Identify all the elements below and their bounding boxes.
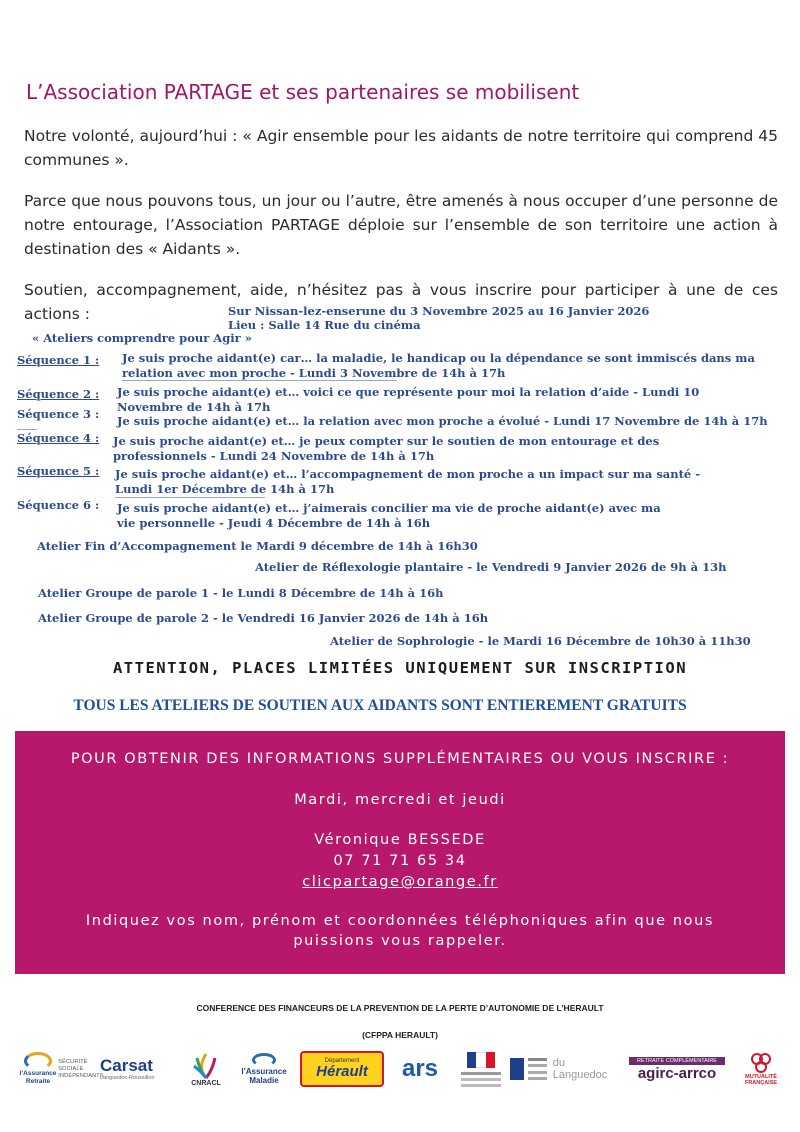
atelier-item: Atelier Groupe de parole 2 - le Vendredi 16 Janvier 2026 de 14h à 16h: [38, 611, 489, 625]
cnracl-text: CNRACL: [191, 1079, 221, 1087]
intro-paragraph-3: Soutien, accompagnement, aide, n’hésitez pas à vous inscrire pour participer à une de ces actions :: [24, 281, 778, 323]
mutualite-logo: [734, 1048, 788, 1090]
intro-paragraph-2: Parce que nous pouvons tous, un jour ou l’autre, être amenés à nous occuper d’une personne de notre entourage, l’Association PARTAGE déploie sur l’ensemble de son territoire une action à destination des « Aidants ».: [24, 192, 778, 258]
sequence-label: Séquence 2 :: [17, 387, 100, 401]
herault-text: Hérault: [316, 1063, 368, 1080]
securite-sociale-logo: [58, 1048, 104, 1090]
prefet-logo: [455, 1048, 507, 1090]
contact-email[interactable]: clicpartage@orange.fr: [302, 874, 498, 890]
attention-notice: ATTENTION, PLACES LIMITÉES UNIQUEMENT SUR INSCRIPTION: [112, 659, 688, 677]
footer-conference: CONFERENCE DES FINANCEURS DE LA PREVENTION DE LA PERTE D’AUTONOMIE DE L’HERAULT: [196, 1003, 604, 1013]
free-notice: TOUS LES ATELIERS DE SOUTIEN AUX AIDANTS SONT ENTIEREMENT GRATUITS: [73, 697, 687, 714]
contact-heading: POUR OBTENIR DES INFORMATIONS SUPPLÉMENTAIRES OU VOUS INSCRIRE :: [70, 751, 730, 767]
cnracl-logo: [186, 1048, 226, 1090]
contact-note-line-2: puissions vous rappeler.: [293, 933, 507, 949]
sequence-text: Je suis proche aidant(e) et… je peux compter sur le soutien de mon entourage et des professionnels - Lundi 24 Novembre de 14h à 17h: [113, 434, 660, 463]
contact-note-line-1: Indiquez vos nom, prénom et coordonnées téléphoniques afin que nous: [85, 913, 715, 929]
sequence-label: Séquence 5 :: [17, 464, 100, 478]
securite-sociale-text: SÉCURITÉ SOCIALE INDÉPENDANTS: [58, 1058, 104, 1079]
atelier-item: Atelier de Réflexologie plantaire - le Vendredi 9 Janvier 2026 de 9h à 13h: [255, 560, 727, 574]
carsat-sub-text: Languedoc-Roussillon: [100, 1075, 155, 1081]
footer-cfppa: (CFPPA HERAULT): [362, 1030, 438, 1040]
contact-name: Véronique BESSEDE: [314, 832, 486, 848]
intro-paragraph-1: Notre volonté, aujourd’hui : « Agir ensemble pour les aidants de notre territoire qui comprend 45 communes ».: [24, 127, 778, 169]
sequence-label: Séquence 6 :: [17, 498, 100, 512]
sequence-text: Je suis proche aidant(e) et… la relation avec mon proche a évolué - Lundi 17 Novembre de 14h à 17h: [117, 414, 768, 428]
du-languedoc-text: du Languedoc: [552, 1057, 608, 1081]
mutualite-icon: [749, 1052, 773, 1074]
cnracl-icon: [191, 1052, 221, 1080]
sequence-label: Séquence 1 :: [17, 353, 100, 367]
location-place: Lieu : Salle 14 Rue du cinéma: [228, 318, 421, 332]
sequence-text: Je suis proche aidant(e) et… j’aimerais concilier ma vie de proche aidant(e) avec ma vie personnelle - Jeudi 4 Décembre de 14h à 16h: [117, 501, 661, 530]
sequence-label: Séquence 4 :: [17, 431, 100, 445]
assurance-retraite-text: l’Assurance Retraite: [19, 1070, 57, 1085]
sequence-text: Je suis proche aidant(e) et… l’accompagnement de mon proche a un impact sur ma santé - Lundi 1er Décembre de 14h à 17h: [115, 467, 701, 496]
divider: [17, 429, 37, 430]
location-dates: Sur Nissan-lez-enserune du 3 Novembre 2025 au 16 Janvier 2026: [228, 304, 650, 318]
page-title: L’Association PARTAGE et ses partenaires se mobilisent: [26, 80, 580, 104]
sequence-label: Séquence 3 :: [17, 407, 100, 421]
sequence-text: Je suis proche aidant(e) car… la maladie, le handicap ou la dépendance se sont immiscés dans ma relation avec mon proche - Lundi 3 Novembre de 14h à 17h: [122, 351, 755, 380]
agirc-top-text: RETRAITE COMPLÉMENTAIRE: [629, 1057, 725, 1065]
assurance-retraite-logo: [12, 1048, 64, 1090]
ateliers-label: « Ateliers comprendre pour Agir »: [32, 331, 252, 345]
herault-top-text: Département: [324, 1058, 360, 1064]
contact-box: [15, 731, 785, 974]
ars-logo: [390, 1048, 450, 1090]
carsat-logo: [100, 1048, 186, 1090]
atelier-item: Atelier Fin d’Accompagnement le Mardi 9 décembre de 14h à 16h30: [37, 539, 478, 553]
atelier-item: Atelier Groupe de parole 1 - le Lundi 8 Décembre de 14h à 16h: [38, 586, 444, 600]
carsat-text: Carsat: [100, 1056, 153, 1075]
location-block: [228, 304, 649, 332]
divider: [122, 380, 397, 381]
agirc-arrco-logo: [628, 1048, 726, 1090]
divider: [115, 497, 265, 498]
agirc-text: agirc-arrco: [637, 1064, 717, 1082]
mutualite-text: MUTUALITÉ FRANÇAISE: [744, 1074, 778, 1086]
ars-text: ars: [401, 1055, 439, 1082]
herault-logo: [300, 1048, 384, 1090]
assurance-maladie-text: l’Assurance Maladie: [241, 1067, 287, 1085]
languedoc-logo: [510, 1048, 620, 1090]
atelier-item: Atelier de Sophrologie - le Mardi 16 Décembre de 10h30 à 11h30: [330, 634, 751, 648]
contact-email-link[interactable]: [15, 874, 785, 890]
sequence-text: Je suis proche aidant(e) et… voici ce que représente pour moi la relation d’aide - Lundi 10 Novembre de 14h à 17h: [117, 385, 700, 414]
assurance-maladie-logo: [231, 1048, 297, 1090]
contact-days: Mardi, mercredi et jeudi: [294, 792, 506, 808]
contact-phone[interactable]: 07 71 71 65 34: [333, 853, 467, 869]
